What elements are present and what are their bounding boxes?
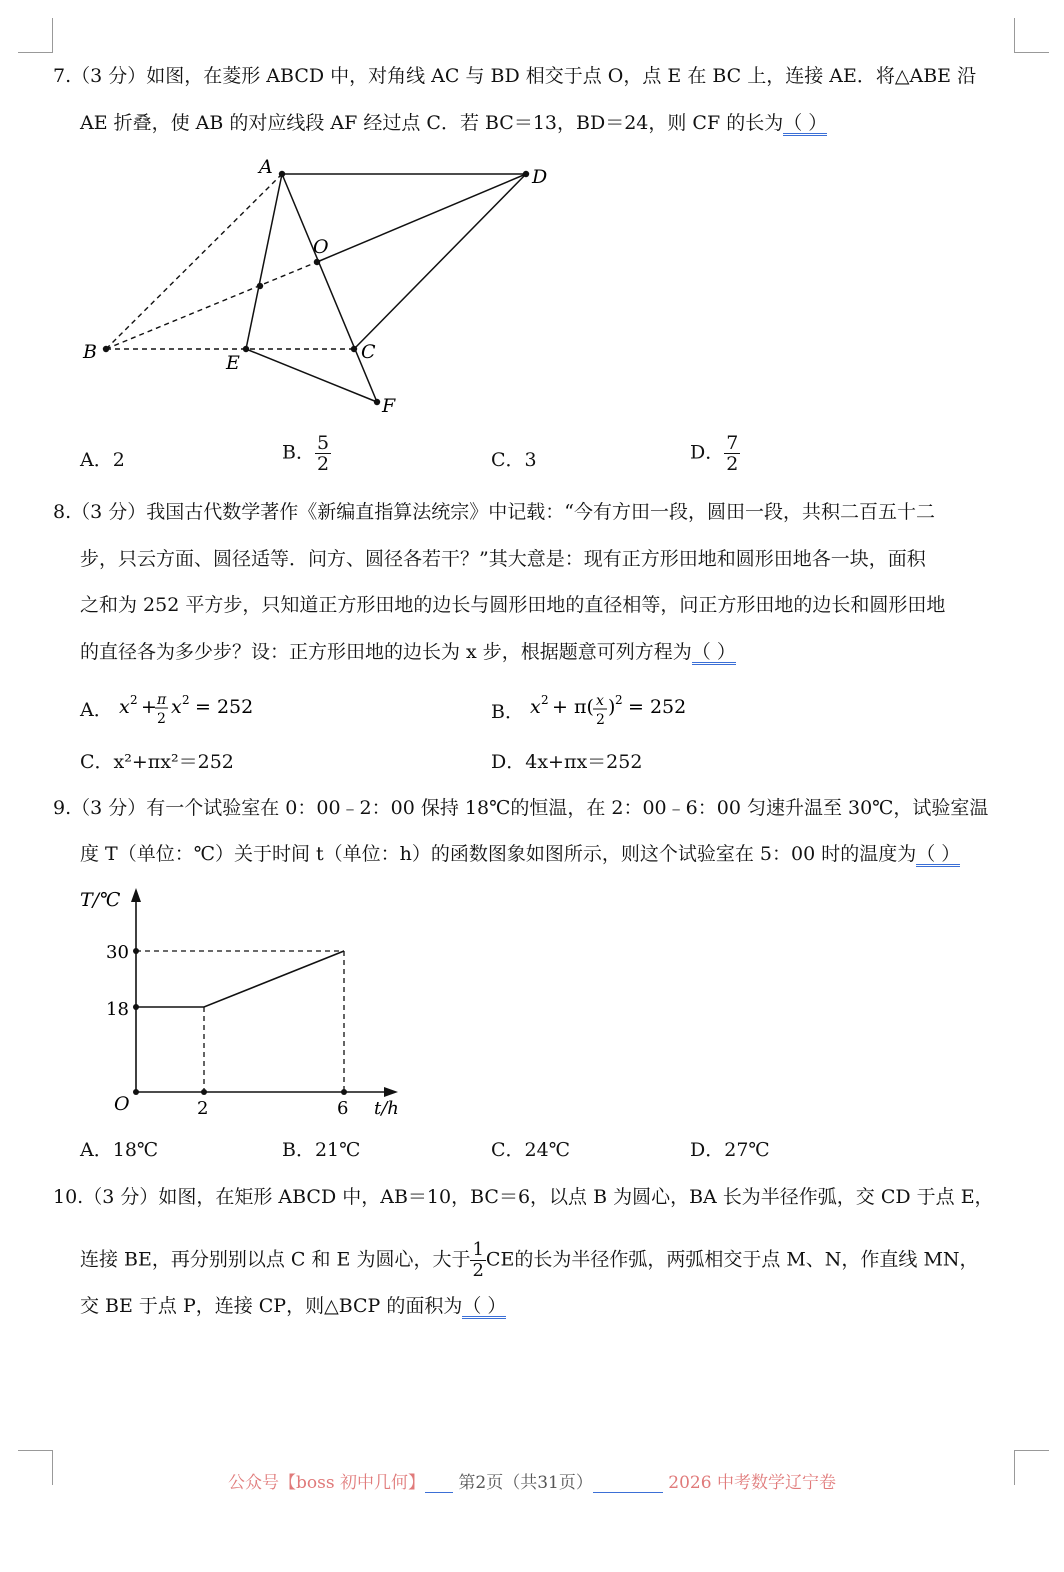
svg-text:x: x — [170, 696, 182, 718]
option-letter: D． — [690, 1139, 725, 1161]
label-D: D — [532, 166, 548, 188]
q7-option-d[interactable] — [690, 433, 740, 474]
q7-answer-blank[interactable]: （ ） — [783, 112, 828, 134]
q10-answer-blank[interactable]: （ ） — [462, 1295, 507, 1317]
label-O: O — [313, 236, 329, 258]
footer-source: 公众号【boss 初中几何】 — [228, 1473, 426, 1493]
option-value: 18℃ — [112, 1139, 159, 1161]
q7-rhombus-figure — [78, 150, 558, 420]
label-F: F — [382, 395, 396, 417]
svg-text:x: x — [118, 696, 130, 718]
option-letter: A． — [80, 449, 113, 471]
q7-text-line-1: 7.（3 分）如图，在菱形 ABCD 中，对角线 AC 与 BD 相交于点 O，点 E 在 BC 上，连接 AE．将△ABE 沿 — [53, 65, 977, 87]
q7-text-line-2 — [80, 110, 827, 136]
x-axis-label: t/h — [374, 1098, 399, 1119]
fraction-denominator: 2 — [726, 453, 739, 475]
q9-option-d[interactable] — [690, 1137, 770, 1163]
svg-text:): ) — [608, 696, 616, 718]
q9-option-c[interactable] — [491, 1137, 570, 1163]
q9-answer-blank[interactable]: （ ） — [916, 843, 961, 865]
label-C: C — [361, 341, 376, 363]
fraction-numerator: 5 — [316, 432, 330, 454]
option-letter: D． — [690, 441, 725, 464]
option-fraction — [724, 433, 740, 474]
option-value: x²+πx²＝252 — [113, 751, 234, 773]
option-fraction — [315, 433, 331, 474]
svg-text:x: x — [596, 693, 604, 709]
crop-mark-top-right — [1014, 18, 1049, 53]
q8-option-b-formula — [530, 691, 710, 731]
x-tick-2: 2 — [197, 1098, 209, 1119]
y-tick-18: 18 — [106, 999, 129, 1020]
option-letter: B． — [282, 1139, 315, 1161]
option-letter: C． — [491, 1139, 525, 1161]
y-axis-label: T/℃ — [80, 889, 121, 911]
option-letter: A． — [80, 699, 113, 721]
footer-exam-name: 2026 中考数学辽宁卷 — [668, 1473, 836, 1493]
svg-text:2: 2 — [156, 711, 166, 727]
q7-text-line-2-body: AE 折叠，使 AB 的对应线段 AF 经过点 C．若 BC＝13，BD＝24，则 CF 的长为 — [80, 112, 784, 134]
svg-text:2: 2 — [615, 693, 623, 707]
y-tick-30: 30 — [106, 942, 129, 963]
q8-text-line-2: 步，只云方面、圆径适等．问方、圆径各若干？”其大意是：现有正方形田地和圆形田地各一块，面积 — [80, 548, 926, 570]
option-letter: C． — [80, 751, 114, 773]
q10-text-line-2a: 连接 BE，再分别别以点 C 和 E 为圆心，大于 — [80, 1248, 471, 1271]
fraction-denominator: 2 — [472, 1260, 484, 1281]
q10-text-line-1: 10.（3 分）如图，在矩形 ABCD 中，AB＝10，BC＝6，以点 B 为圆心，BA 长为半径作弧，交 CD 于点 E， — [53, 1186, 994, 1208]
label-B: B — [83, 341, 97, 363]
svg-text:2: 2 — [541, 693, 549, 707]
svg-text:= 252: = 252 — [194, 696, 254, 718]
q7-option-c[interactable] — [491, 447, 537, 473]
q9-text-line-1: 9.（3 分）有一个试验室在 0：00﹣2：00 保持 18℃的恒温，在 2：00﹣6：00 匀速升温至 30℃，试验室温 — [53, 797, 989, 819]
page-footer — [0, 1468, 1064, 1493]
svg-text:2: 2 — [596, 712, 605, 728]
option-value: 24℃ — [524, 1139, 570, 1161]
q8-option-b[interactable] — [491, 693, 710, 733]
origin-label: O — [114, 1093, 130, 1115]
fraction-numerator: 7 — [726, 432, 739, 454]
svg-text:x: x — [530, 696, 541, 718]
q9-text-line-2-body: 度 T（单位：℃）关于时间 t（单位：h）的函数图象如图所示，则这个试验室在 5：00 时的温度为 — [80, 843, 917, 865]
label-E: E — [226, 352, 240, 374]
option-value: 21℃ — [314, 1139, 361, 1161]
svg-text:2: 2 — [181, 693, 190, 707]
q9-option-a[interactable] — [80, 1137, 158, 1163]
q10-text-line-2 — [80, 1240, 979, 1281]
q9-text-line-2 — [80, 841, 960, 867]
q8-text-line-3: 之和为 252 平方步，只知道正方形田地的边长与圆形田地的直径相等，问正方形田地的边长和圆形田地 — [80, 594, 946, 616]
svg-text:+: + — [140, 696, 157, 718]
option-letter: C． — [491, 449, 525, 471]
q8-text-line-4-body: 的直径各为多少步？设：正方形田地的边长为 x 步，根据题意可列方程为 — [80, 641, 692, 663]
option-letter: A． — [80, 1139, 113, 1161]
x-tick-6: 6 — [337, 1098, 349, 1119]
q10-text-line-3 — [80, 1293, 506, 1319]
q8-option-a-formula — [119, 691, 279, 727]
q9-option-b[interactable] — [282, 1137, 360, 1163]
footer-underline — [425, 1482, 453, 1493]
option-letter: D． — [491, 751, 526, 773]
q8-option-c[interactable] — [80, 749, 234, 775]
svg-text:= 252: = 252 — [628, 696, 687, 718]
option-letter: B． — [282, 441, 315, 464]
q8-text-line-1: 8.（3 分）我国古代数学著作《新编直指算法统宗》中记载：“今有方田一段，圆田一段，共积二百五十二 — [53, 501, 935, 523]
q7-option-b[interactable] — [282, 433, 331, 474]
q8-option-a[interactable] — [80, 693, 279, 729]
q10-fraction — [470, 1240, 485, 1281]
q7-option-a[interactable] — [80, 447, 125, 473]
q9-temperature-graph — [78, 880, 418, 1130]
svg-text:π: π — [156, 692, 166, 708]
option-value: 2 — [112, 449, 125, 471]
q8-option-d[interactable] — [491, 749, 642, 775]
option-value: 27℃ — [724, 1139, 770, 1161]
svg-text:+ π(: + π( — [552, 696, 594, 718]
svg-text:2: 2 — [129, 693, 138, 707]
option-value: 3 — [524, 449, 537, 471]
q8-text-line-4 — [80, 639, 736, 665]
fraction-denominator: 2 — [316, 453, 330, 475]
option-value: 4x+πx＝252 — [525, 751, 643, 773]
q10-text-line-3-body: 交 BE 于点 P，连接 CP，则△BCP 的面积为 — [80, 1295, 463, 1317]
label-A: A — [259, 156, 273, 178]
fraction-numerator: 1 — [472, 1239, 484, 1260]
q10-text-line-2b: CE的长为半径作弧，两弧相交于点 M、N，作直线 MN， — [485, 1248, 979, 1271]
q8-answer-blank[interactable]: （ ） — [691, 641, 736, 663]
footer-page-number: 第2页（共31页） — [458, 1473, 593, 1493]
crop-mark-top-left — [18, 18, 53, 53]
option-letter: B． — [491, 701, 524, 723]
footer-underline — [593, 1482, 663, 1493]
